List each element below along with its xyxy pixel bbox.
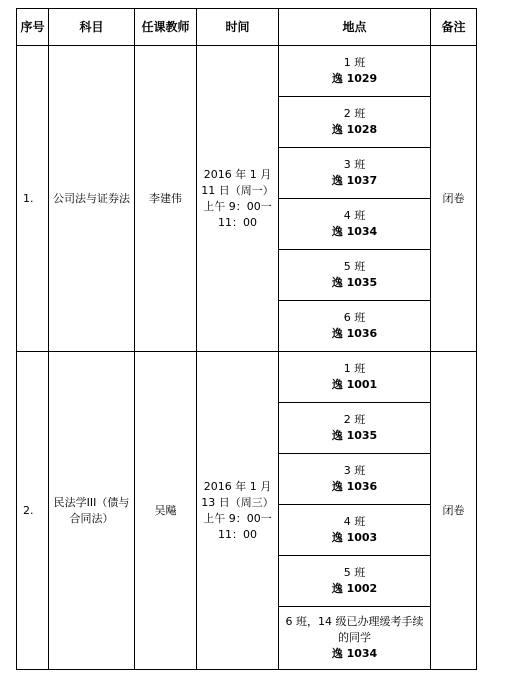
room-number: 逸 1037 — [331, 174, 378, 187]
room-cell — [279, 607, 431, 670]
header-seq: 序号 — [17, 9, 49, 46]
room-class: 6 班，14 级已办理缓考手续的同学 — [285, 615, 424, 644]
room-class: 6 班 — [343, 311, 366, 324]
room-class: 2 班 — [343, 413, 366, 426]
room-number: 逸 1001 — [331, 378, 378, 391]
table-row — [17, 352, 477, 403]
room-number: 逸 1029 — [331, 72, 378, 85]
room-cell — [279, 46, 431, 97]
room-cell — [279, 556, 431, 607]
row-seq: 2. — [17, 352, 49, 670]
room-cell — [279, 301, 431, 352]
room-cell — [279, 352, 431, 403]
room-cell — [279, 97, 431, 148]
room-number: 逸 1034 — [331, 225, 378, 238]
room-class: 3 班 — [343, 158, 366, 171]
row-course: 公司法与证券法 — [49, 46, 135, 352]
room-class: 3 班 — [343, 464, 366, 477]
header-remark: 备注 — [431, 9, 477, 46]
row-seq: 1. — [17, 46, 49, 352]
room-number: 逸 1036 — [331, 480, 378, 493]
header-location: 地点 — [279, 9, 431, 46]
room-number: 逸 1034 — [331, 647, 378, 660]
table-row — [17, 46, 477, 97]
room-cell — [279, 148, 431, 199]
room-cell — [279, 199, 431, 250]
room-number: 逸 1028 — [331, 123, 378, 136]
room-class: 5 班 — [343, 260, 366, 273]
room-cell — [279, 250, 431, 301]
room-cell — [279, 505, 431, 556]
header-row — [17, 9, 477, 46]
room-cell — [279, 454, 431, 505]
room-number: 逸 1035 — [331, 276, 378, 289]
room-class: 2 班 — [343, 107, 366, 120]
row-teacher: 李建伟 — [135, 46, 197, 352]
room-class: 4 班 — [343, 209, 366, 222]
header-time: 时间 — [197, 9, 279, 46]
room-class: 5 班 — [343, 566, 366, 579]
room-cell — [279, 403, 431, 454]
row-teacher: 吴飚 — [135, 352, 197, 670]
row-remark: 闭卷 — [431, 352, 477, 670]
room-number: 逸 1035 — [331, 429, 378, 442]
row-remark: 闭卷 — [431, 46, 477, 352]
row-time: 2016 年 1 月 13 日（周三）上午 9：00一 11：00 — [197, 352, 279, 670]
room-number: 逸 1002 — [331, 582, 378, 595]
room-class: 1 班 — [343, 362, 366, 375]
room-class: 1 班 — [343, 56, 366, 69]
room-number: 逸 1003 — [331, 531, 378, 544]
header-teacher: 任课教师 — [135, 9, 197, 46]
row-course: 民法学III（债与合同法） — [49, 352, 135, 670]
exam-schedule-table — [16, 8, 477, 670]
room-class: 4 班 — [343, 515, 366, 528]
room-number: 逸 1036 — [331, 327, 378, 340]
row-time: 2016 年 1 月 11 日（周一）上午 9：00一 11：00 — [197, 46, 279, 352]
header-course: 科目 — [49, 9, 135, 46]
